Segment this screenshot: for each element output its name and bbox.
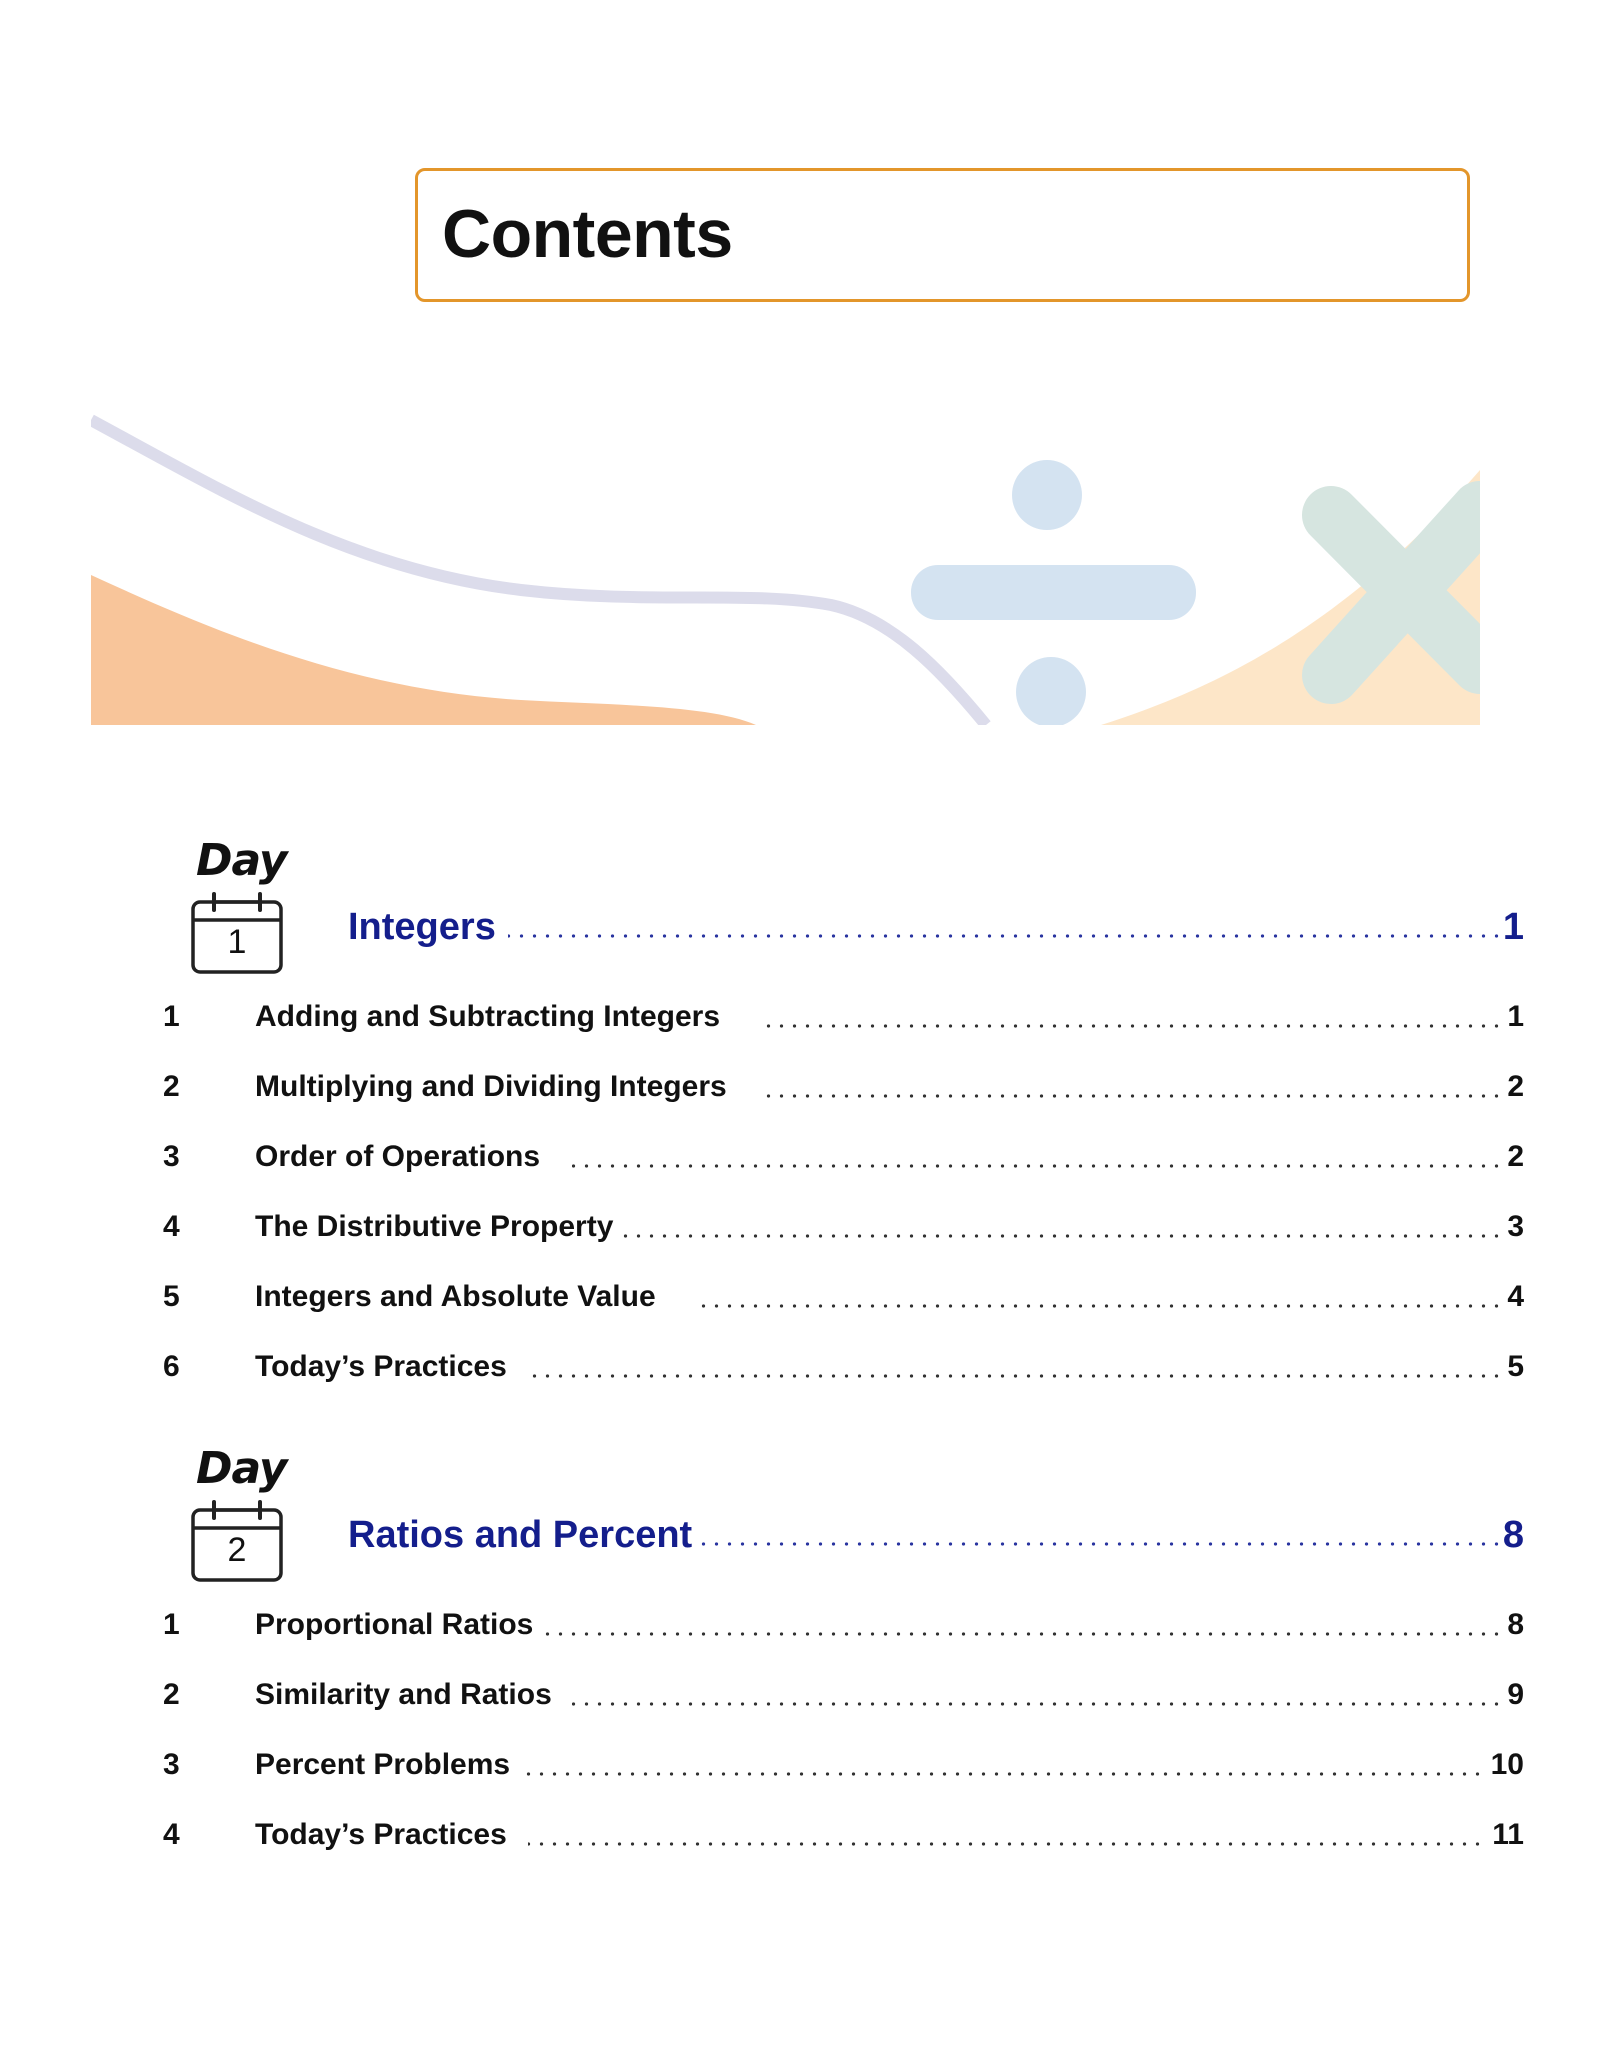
leader-dots [526,1772,1484,1776]
toc-item[interactable] [0,1678,1600,1718]
chapter-label: Integers [348,906,496,948]
leader-dots [508,934,1503,938]
item-number: 2 [163,1678,180,1711]
day-number: 1 [227,923,247,961]
toc-item[interactable] [0,1280,1600,1320]
leader-dots [540,1632,1503,1636]
item-label: Today’s Practices [255,1350,507,1383]
item-number: 5 [163,1280,180,1313]
item-number: 4 [163,1818,180,1851]
chapter-page: 1 [1502,906,1524,948]
item-label: Percent Problems [255,1748,511,1781]
item-label: Integers and Absolute Value [255,1280,656,1313]
toc-item[interactable] [0,1748,1600,1788]
chapter-label: Ratios and Percent [348,1514,693,1556]
item-number: 3 [163,1748,180,1781]
item-label: Adding and Subtracting Integers [255,1000,721,1033]
item-number: 6 [163,1350,180,1383]
leader-dots [620,1234,1503,1238]
leader-dots [572,1702,1503,1706]
item-label: Proportional Ratios [255,1608,534,1641]
item-page: 1 [1507,1000,1524,1033]
item-label: Today’s Practices [255,1818,507,1851]
item-label: The Distributive Property [255,1210,614,1243]
toc-item[interactable] [0,1070,1600,1110]
contents-title-box [415,168,1470,302]
leader-dots [696,1304,1503,1308]
item-page: 2 [1507,1070,1524,1103]
item-number: 1 [163,1000,180,1033]
item-page: 2 [1507,1140,1524,1173]
toc-item[interactable] [0,1350,1600,1390]
chapter-page: 8 [1502,1514,1524,1556]
toc-chapter-integers[interactable] [0,906,1600,946]
item-number: 2 [163,1070,180,1103]
item-label: Order of Operations [255,1140,541,1173]
toc-item[interactable] [0,1210,1600,1250]
item-number: 3 [163,1140,180,1173]
item-label: Similarity and Ratios [255,1678,552,1711]
day-word: Day [196,835,287,886]
item-number: 1 [163,1608,180,1641]
item-page: 4 [1507,1280,1524,1313]
toc-item[interactable] [0,1000,1600,1040]
toc-item[interactable] [0,1140,1600,1180]
page-title: Contents [442,196,733,272]
toc-item[interactable] [0,1818,1600,1858]
leader-dots [698,1542,1503,1546]
leader-dots [760,1094,1503,1098]
item-page: 11 [1492,1818,1524,1851]
item-page: 3 [1507,1210,1524,1243]
item-page: 5 [1507,1350,1524,1383]
item-number: 4 [163,1210,180,1243]
toc-chapter-ratios-and-percent[interactable] [0,1514,1600,1554]
math-banner [91,400,1480,725]
leader-dots [758,1024,1503,1028]
toc-item[interactable] [0,1608,1600,1648]
leader-dots [572,1164,1503,1168]
leader-dots [528,1374,1503,1378]
leader-dots [528,1842,1484,1846]
item-page: 9 [1507,1678,1524,1711]
day-number: 2 [227,1531,247,1569]
day-word: Day [196,1443,287,1494]
item-label: Multiplying and Dividing Integers [255,1070,727,1103]
item-page: 10 [1490,1748,1524,1781]
item-page: 8 [1507,1608,1524,1641]
